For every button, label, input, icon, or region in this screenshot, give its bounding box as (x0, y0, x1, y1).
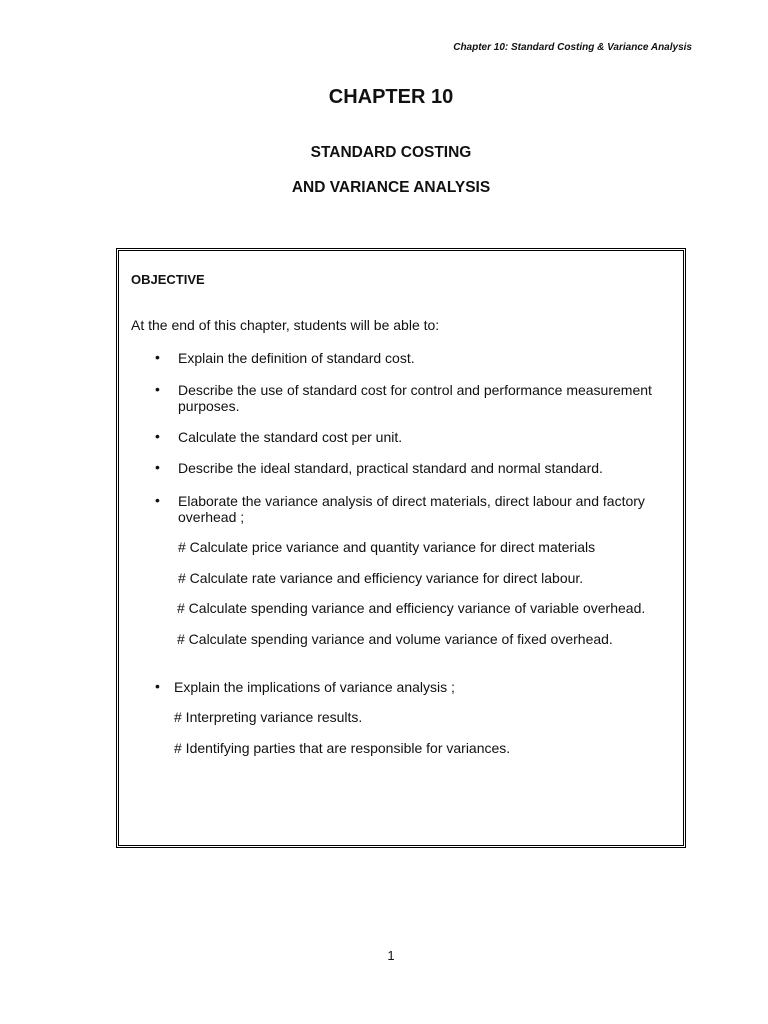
running-header: Chapter 10: Standard Costing & Variance Analysis (453, 42, 692, 53)
sub-item: # Calculate spending variance and efficiency variance of variable overhead. (177, 600, 646, 616)
bullet-icon: • (155, 381, 160, 397)
objective-item: Calculate the standard cost per unit. (178, 429, 403, 445)
chapter-title-line-1: STANDARD COSTING (310, 144, 472, 161)
objective-item: Elaborate the variance analysis of direct materials, direct labour and factory overhead ; (178, 493, 645, 525)
objective-item: Explain the implications of variance analysis ; (174, 679, 455, 695)
sub-item: # Calculate rate variance and efficiency variance for direct labour. (178, 570, 584, 586)
bullet-icon: • (155, 678, 160, 694)
bullet-icon: • (155, 349, 160, 365)
sub-item: # Interpreting variance results. (174, 709, 363, 725)
bullet-icon: • (155, 428, 160, 444)
objective-item: Explain the definition of standard cost. (178, 350, 415, 366)
chapter-number: CHAPTER 10 (328, 86, 454, 108)
sub-item: # Identifying parties that are responsible for variances. (174, 740, 511, 756)
objective-heading: OBJECTIVE (131, 272, 205, 287)
sub-item: # Calculate price variance and quantity variance for direct materials (178, 539, 596, 555)
objective-item: Describe the use of standard cost for control and performance measurement purposes. (178, 382, 652, 414)
page-number: 1 (387, 948, 395, 963)
sub-item: # Calculate spending variance and volume variance of fixed overhead. (177, 631, 613, 647)
objective-item: Describe the ideal standard, practical standard and normal standard. (178, 460, 603, 476)
bullet-icon: • (155, 492, 160, 508)
objective-intro: At the end of this chapter, students will be able to: (131, 317, 440, 333)
bullet-icon: • (155, 459, 160, 475)
chapter-title-line-2: AND VARIANCE ANALYSIS (291, 179, 491, 196)
